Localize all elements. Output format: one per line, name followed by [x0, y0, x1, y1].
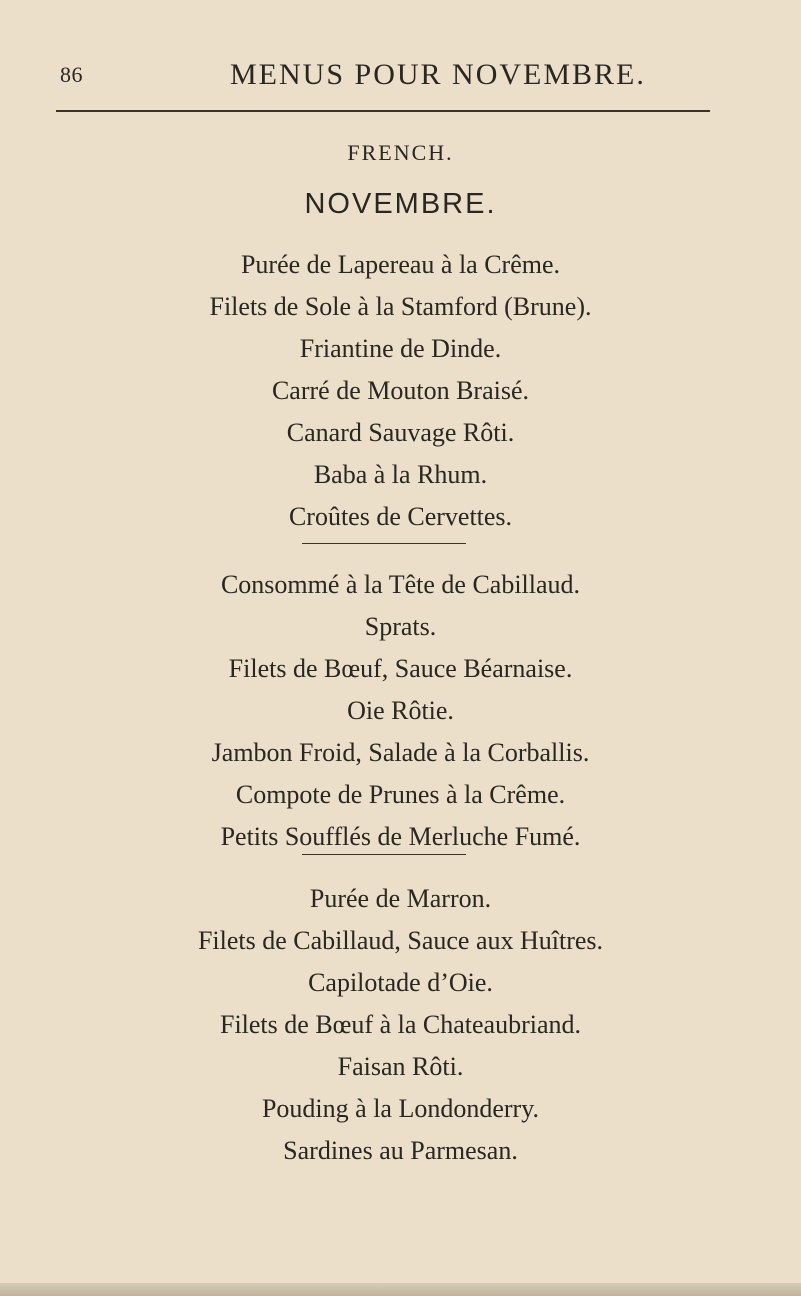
section-label: FRENCH.: [347, 140, 454, 165]
menu-block-2: [0, 564, 801, 858]
menu-item: Sardines au Parmesan.: [283, 1136, 518, 1165]
menu-item: Pouding à la Londonderry.: [261, 1094, 540, 1123]
menu-separator: [302, 543, 466, 544]
menu-item: Filets de Cabillaud, Sauce aux Huîtres.: [197, 926, 604, 955]
menu-item: Oie Rôtie.: [347, 696, 454, 725]
menu-item: Friantine de Dinde.: [299, 334, 502, 363]
menu-item: Filets de Bœuf à la Chateaubriand.: [219, 1010, 582, 1039]
menu-item: Canard Sauvage Rôti.: [286, 418, 515, 447]
menu-block-3: [0, 878, 801, 1172]
menu-item: Filets de Bœuf, Sauce Béarnaise.: [228, 654, 573, 683]
menu-item: Petits Soufflés de Merluche Fumé.: [220, 822, 581, 851]
header-rule: [56, 110, 710, 112]
menu-item: Jambon Froid, Salade à la Corballis.: [211, 738, 590, 767]
menu-item: Filets de Sole à la Stamford (Brune).: [209, 292, 592, 321]
page-number: 86: [60, 62, 83, 87]
menu-item: Capilotade d’Oie.: [308, 968, 493, 997]
menu-item: Faisan Rôti.: [337, 1052, 464, 1081]
page-bottom-edge: [0, 1283, 801, 1296]
menu-item: Consommé à la Tête de Cabillaud.: [220, 570, 581, 599]
menu-item: Carré de Mouton Braisé.: [271, 376, 530, 405]
menu-block-1: [0, 244, 801, 538]
menu-item: Purée de Lapereau à la Crême.: [240, 250, 561, 279]
running-header: MENUS POUR NOVEMBRE.: [230, 58, 646, 91]
menu-separator: [302, 854, 466, 855]
menu-item: Compote de Prunes à la Crême.: [235, 780, 566, 809]
menu-item: Croûtes de Cervettes.: [288, 502, 513, 531]
menu-item: Purée de Marron.: [309, 884, 492, 913]
menu-item: Baba à la Rhum.: [313, 460, 488, 489]
month-title: NOVEMBRE.: [304, 188, 497, 220]
menu-item: Sprats.: [364, 612, 437, 641]
